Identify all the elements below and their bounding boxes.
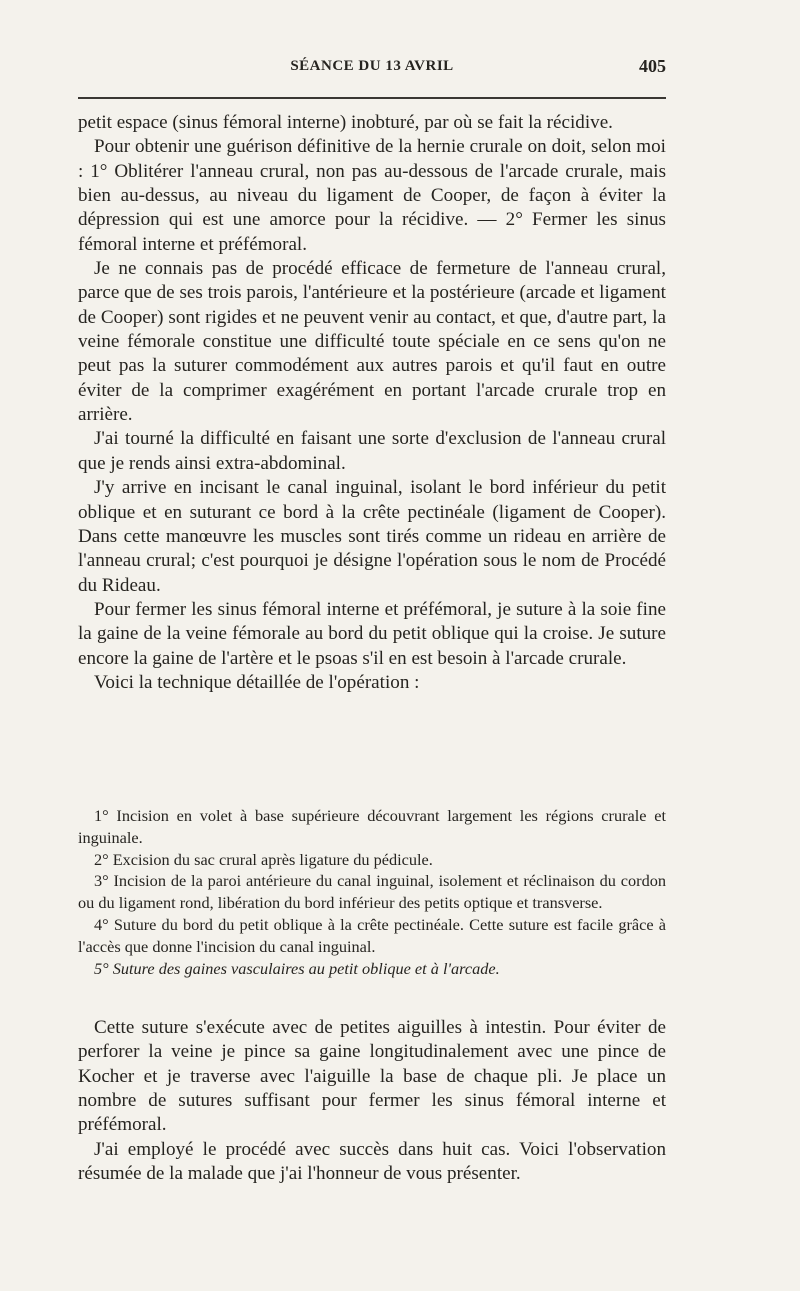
header-rule [78, 97, 666, 99]
paragraph: Voici la technique détaillée de l'opération : [94, 671, 420, 693]
paragraph: petit espace (sinus fémoral interne) inobturé, par où se fait la récidive. [78, 112, 613, 133]
paragraph: Je ne connais pas de procédé efficace de fermeture de l'anneau crural, parce que de ses trois parois, l'antérieure et la postérieure (arcade et ligament de Cooper) sont rigides et ne peuvent venir au contact, et que, d'autre part, la veine fémorale constitue une difficulté toute spéciale en ce sens qu'on ne peut pas la suturer commodément aux autres parois et qu'il faut en outre éviter de la comprimer exagérément en portant l'arcade crurale trop en arrière. [78, 258, 666, 426]
paragraph: J'ai employé le procédé avec succès dans huit cas. Voici l'observation résumée de la malade que j'ai l'honneur de vous présenter. [78, 1138, 666, 1185]
technique-steps [78, 805, 666, 979]
closing-text [78, 1016, 666, 1186]
running-title: SÉANCE DU 13 AVRIL [290, 58, 454, 74]
body-text [78, 111, 666, 695]
step-item: 4° Suture du bord du petit oblique à la crête pectinéale. Cette suture est facile grâce à l'accès que donne l'incision du canal inguinal. [78, 914, 666, 956]
paragraph: Pour obtenir une guérison définitive de la hernie crurale on doit, selon moi : 1° Oblitérer l'anneau crural, non pas au-dessous de l'arcade crurale, mais bien au-dessus, au niveau du ligament de Cooper, de façon à éviter la dépression qui est une amorce pour la récidive. — 2° Fermer les sinus fémoral interne et préfémoral. [78, 136, 666, 255]
paragraph: J'ai tourné la difficulté en faisant une sorte d'exclusion de l'anneau crural que je rends ainsi extra-abdominal. [78, 428, 666, 474]
paragraph: Cette suture s'exécute avec de petites aiguilles à intestin. Pour éviter de perforer la veine je pince sa gaine longitudinalement avec une pince de Kocher et je traverse avec l'aiguille la base de chaque pli. Je place un nombre de sutures suffisant pour fermer les sinus fémoral interne et préfémoral. [78, 1017, 666, 1136]
step-item: 5° Suture des gaines vasculaires au petit oblique et à l'arcade. [94, 958, 500, 978]
step-item: 2° Excision du sac crural après ligature du pédicule. [94, 849, 433, 869]
paragraph: Pour fermer les sinus fémoral interne et préfémoral, je suture à la soie fine la gaine de la veine fémorale au bord du petit oblique qui la croise. Je suture encore la gaine de l'artère et le psoas s'il en est besoin à l'arcade crurale. [78, 598, 666, 669]
page-number: 405 [639, 56, 666, 76]
page-header [78, 58, 666, 84]
step-item: 1° Incision en volet à base supérieure découvrant largement les régions crurale et inguinale. [78, 806, 666, 847]
paragraph: J'y arrive en incisant le canal inguinal, isolant le bord inférieur du petit oblique et en suturant ce bord à la crête pectinéale (ligament de Cooper). Dans cette manœuvre les muscles sont tirés comme un rideau en arrière de l'anneau crural; c'est pourquoi je désigne l'opération sous le nom de Procédé du Rideau. [78, 477, 666, 596]
step-item: 3° Incision de la paroi antérieure du canal inguinal, isolement et réclinaison du cordon ou du ligament rond, libération du bord inférieur des petits optique et transverse. [78, 871, 666, 913]
